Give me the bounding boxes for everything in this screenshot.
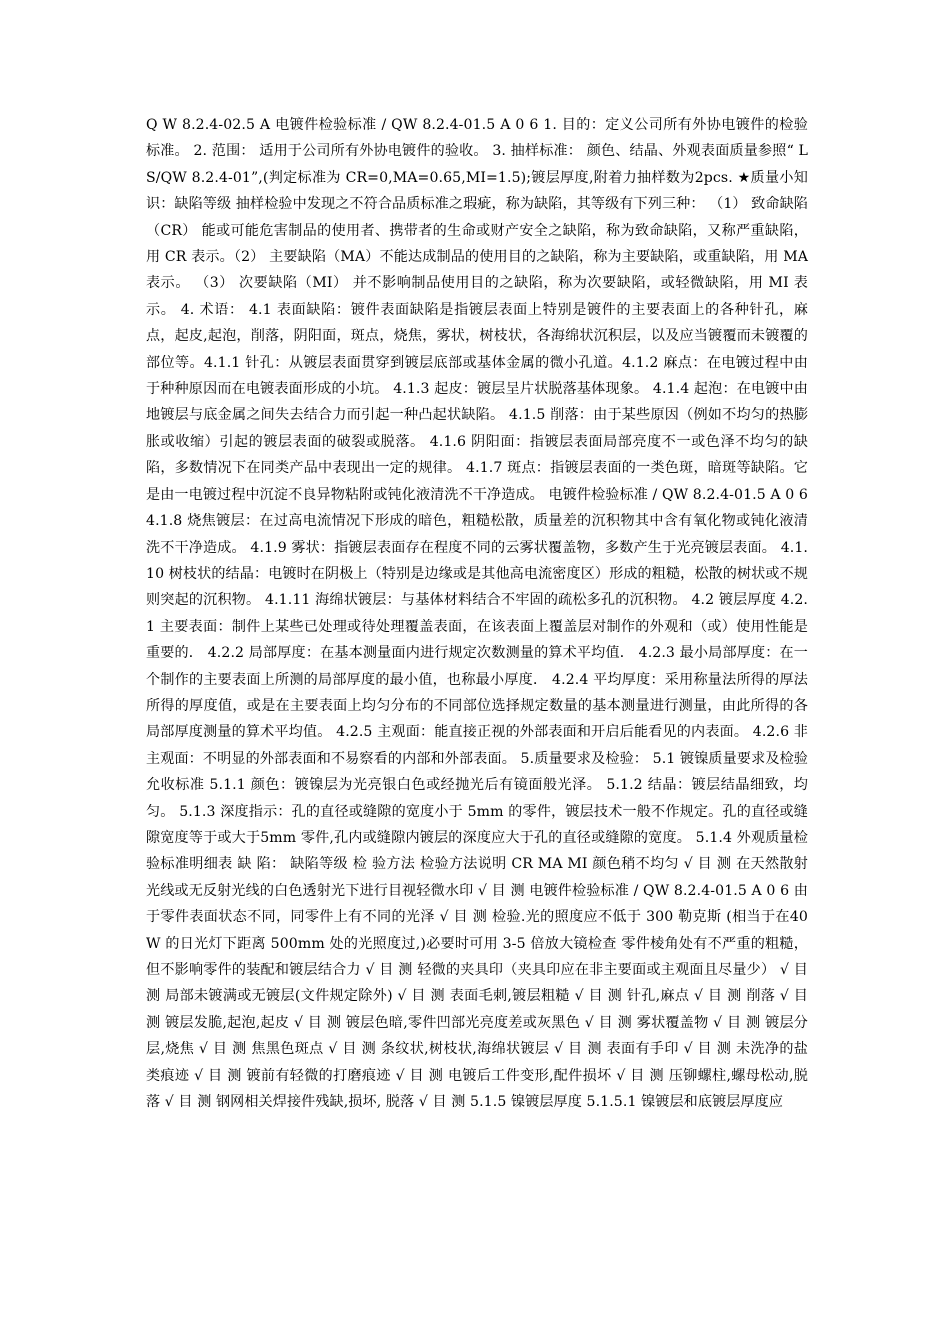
document-body-text: Q W 8.2.4-02.5 A 电镀件检验标准 / QW 8.2.4-01.5 A 0 6 1. 目的：定义公司所有外协电镀件的检验标准。 2. 范围： 适用于公司所有外协电镀件的验收。 3. 抽样标准： 颜色、结晶、外观表面质量参照“ LS/QW 8.2.4-01”,(判定标准为 CR=0,MA=0.65,MI=1.5);镀层厚度,附着力抽样数为2pcs. ★质量小知识：缺陷等级 抽样检验中发现之不符合品质标准之瑕疵，称为缺陷，其等级有下列三种： （1） 致命缺陷（CR） 能或可能危害制品的使用者、携带者的生命或财产安全之缺陷，称为致命缺陷，又称严重缺陷，用 CR 表示。（2） 主要缺陷（MA）不能达成制品的使用目的之缺陷，称为主要缺陷，或重缺陷，用 MA 表示。 （3） 次要缺陷（MI） 并不影响制品使用目的之缺陷，称为次要缺陷，或轻微缺陷，用 MI 表示。 4. 术语： 4.1 表面缺陷：镀件表面缺陷是指镀层表面上特别是镀件的主要表面上的各种针孔，麻点，起皮,起泡，削落，阴阳面，斑点，烧焦，雾状，树枝状，各海绵状沉积层，以及应当镀覆而未镀覆的部位等。4.1.1 针孔：从镀层表面贯穿到镀层底部或基体金属的微小孔道。4.1.2 麻点：在电镀过程中由于种种原因而在电镀表面形成的小坑。 4.1.3 起皮：镀层呈片状脱落基体现象。 4.1.4 起泡：在电镀中由地镀层与底金属之间失去结合力而引起一种凸起状缺陷。 4.1.5 削落：由于某些原因（例如不均匀的热膨胀或收缩）引起的镀层表面的破裂或脱落。 4.1.6 阴阳面：指镀层表面局部亮度不一或色泽不均匀的缺陷，多数情况下在同类产品中表现出一定的规律。 4.1.7 斑点：指镀层表面的一类色斑，暗斑等缺陷。它是由一电镀过程中沉淀不良异物粘附或钝化液清洗不干净造成。 电镀件检验标准 / QW 8.2.4-01.5 A 0 6 4.1.8 烧焦镀层：在过高电流情况下形成的暗色，粗糙松散，质量差的沉积物其中含有氧化物或钝化液清洗不干净造成。 4.1.9 雾状：指镀层表面存在程度不同的云雾状覆盖物，多数产生于光亮镀层表面。 4.1.10 树枝状的结晶：电镀时在阴极上（特别是边缘或是其他高电流密度区）形成的粗糙，松散的树状或不规则突起的沉积物。 4.1.11 海绵状镀层：与基体材料结合不牢固的疏松多孔的沉积物。 4.2 镀层厚度 4.2.1 主要表面：制件上某些已处理或待处理覆盖表面，在该表面上覆盖层对制作的外观和（或）使用性能是重要的． 4.2.2 局部厚度：在基本测量面内进行规定次数测量的算术平均值． 4.2.3 最小局部厚度：在一个制作的主要表面上所测的局部厚度的最小值，也称最小厚度． 4.2.4 平均厚度：采用称量法所得的厚法所得的厚度值，或是在主要表面上均匀分布的不同部位选择规定数量的基本测量进行测量，由此所得的各局部厚度测量的算术平均值。 4.2.5 主观面：能直接正视的外部表面和开启后能看见的内表面。 4.2.6 非主观面：不明显的外部表面和不易察看的内部和外部表面。 5.质量要求及检验： 5.1 镀镍质量要求及检验允收标准 5.1.1 颜色：镀镍层为光亮银白色或经抛光后有镜面般光泽。 5.1.2 结晶：镀层结晶细致，均匀。 5.1.3 深度指示：孔的直径或缝隙的宽度小于 5mm 的零件，镀层技术一般不作规定。孔的直径或缝隙宽度等于或大于5mm 零件,孔内或缝隙内镀层的深度应大于孔的直径或缝隙的宽度。 5.1.4 外观质量检验标准明细表 缺 陷： 缺陷等级 检 验方法 检验方法说明 CR MA MI 颜色稍不均匀 √ 目 测 在天然散射光线或无反射光线的白色透射光下进行目视轻微水印 √ 目 测 电镀件检验标准 / QW 8.2.4-01.5 A 0 6 由于零件表面状态不同，同零件上有不同的光泽 √ 目 测 检验.光的照度应不低于 300 勒克斯 (相当于在40W 的日光灯下距离 500mm 处的光照度过,)必要时可用 3-5 倍放大镜检查 零件棱角处有不严重的粗糙，但不影响零件的装配和镀层结合力 √ 目 测 轻微的夹具印（夹具印应在非主要面或主观面且尽量少） √ 目 测 局部未镀满或无镀层(文件规定除外) √ 目 测 表面毛刺,镀层粗糙 √ 目 测 针孔,麻点 √ 目 测 削落 √ 目 测 镀层发脆,起泡,起皮 √ 目 测 镀层色暗,零件凹部光亮度差或灰黑色 √ 目 测 雾状覆盖物 √ 目 测 镀层分层,烧焦 √ 目 测 焦黑色斑点 √ 目 测 条纹状,树枝状,海绵状镀层 √ 目 测 表面有手印 √ 目 测 未洗净的盐类痕迹 √ 目 测 镀前有轻微的打磨痕迹 √ 目 测 电镀后工件变形,配件损坏 √ 目 测 压铆螺柱,螺母松动,脱落 √ 目 测 钢网相关焊接件残缺,损坏, 脱落 √ 目 测 5.1.5 镍镀层厚度 5.1.5.1 镍镀层和底镀层厚度应 <box>146 117 808 1111</box>
